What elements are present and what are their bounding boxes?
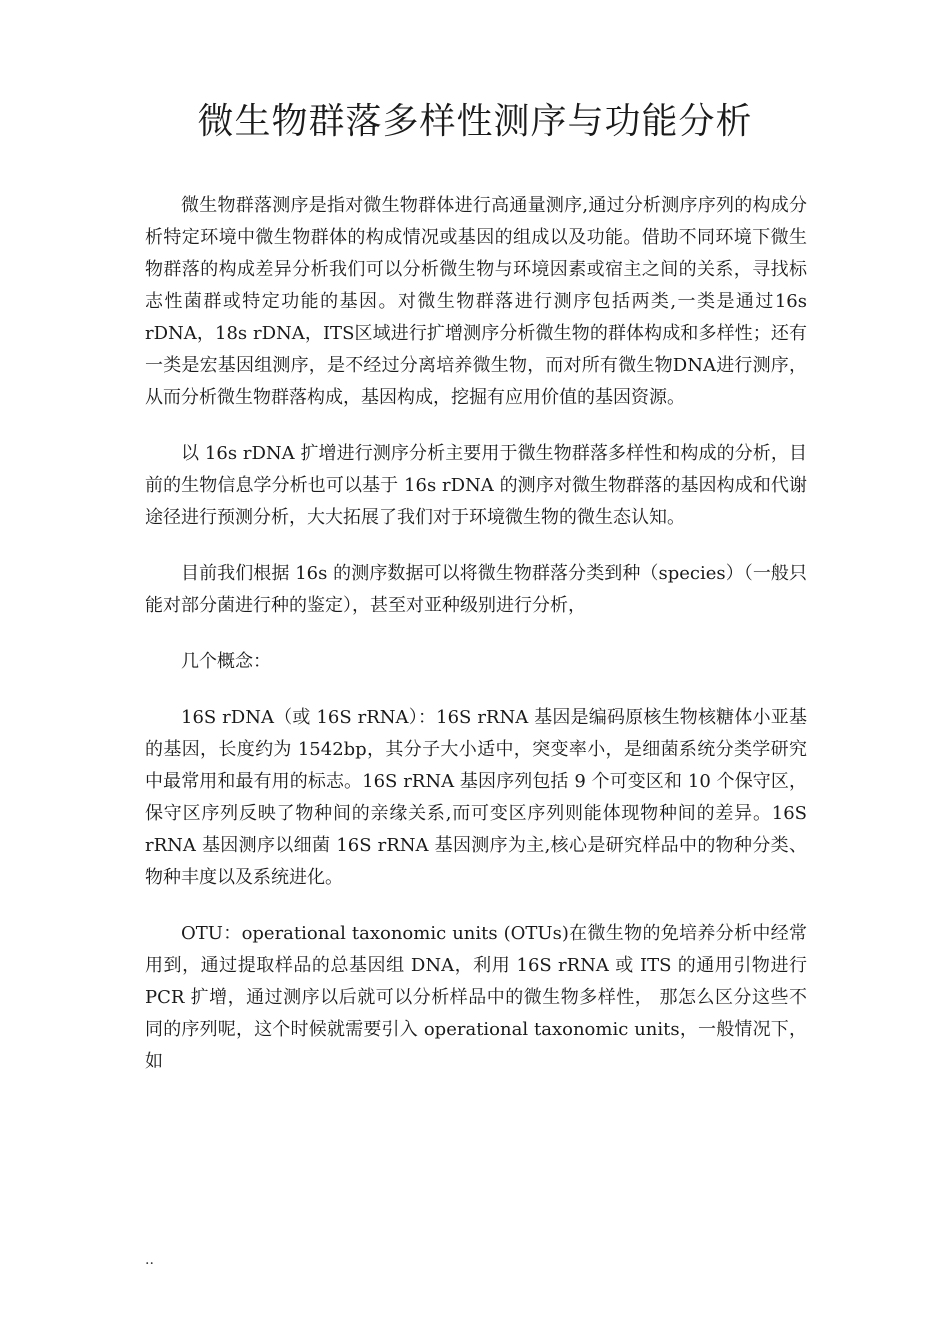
document-body [145,190,807,1102]
paragraph-intro: 微生物群落测序是指对微生物群体进行高通量测序,通过分析测序序列的构成分析特定环境中微生物群体的构成情况或基因的组成以及功能。借助不同环境下微生物群落的构成差异分析我们可以分析微生物与环境因素或宿主之间的关系，寻找标志性菌群或特定功能的基因。对微生物群落进行测序包括两类,一类是通过16s rDNA，18s rDNA，ITS区域进行扩增测序分析微生物的群体构成和多样性；还有一类是宏基因组测序，是不经过分离培养微生物，而对所有微生物DNA进行测序，从而分析微生物群落构成，基因构成，挖掘有应用价值的基因资源。 [145,195,807,408]
page-footer-mark: .. [145,1252,154,1268]
paragraph-species-level: 目前我们根据 16s 的测序数据可以将微生物群落分类到种（species）（一般只能对部分菌进行种的鉴定），甚至对亚种级别进行分析， [145,563,807,616]
paragraph-16s-analysis: 以 16s rDNA 扩增进行测序分析主要用于微生物群落多样性和构成的分析，目前的生物信息学分析也可以基于 16s rDNA 的测序对微生物群落的基因构成和代谢途径进行预测分析，大大拓展了我们对于环境微生物的微生态认知。 [145,443,807,528]
paragraph-concepts-heading: 几个概念： [181,651,271,672]
paragraph-16s-definition: 16S rDNA（或 16S rRNA）：16S rRNA 基因是编码原核生物核糖体小亚基的基因，长度约为 1542bp，其分子大小适中，突变率小，是细菌系统分类学研究中最常用和最有用的标志。16S rRNA 基因序列包括 9 个可变区和 10 个保守区，保守区序列反映了物种间的亲缘关系,而可变区序列则能体现物种间的差异。16S rRNA 基因测序以细菌 16S rRNA 基因测序为主,核心是研究样品中的物种分类、物种丰度以及系统进化。 [145,707,807,888]
paragraph-otu-definition: OTU：operational taxonomic units (OTUs)在微生物的免培养分析中经常用到，通过提取样品的总基因组 DNA，利用 16S rRNA 或 ITS 的通用引物进行 PCR 扩增，通过测序以后就可以分析样品中的微生物多样性， 那怎么区分这些不同的序列呢，这个时候就需要引入 operational taxonomic units，一般情况下，如 [145,923,807,1072]
document-title: 微生物群落多样性测序与功能分析 [197,101,753,142]
